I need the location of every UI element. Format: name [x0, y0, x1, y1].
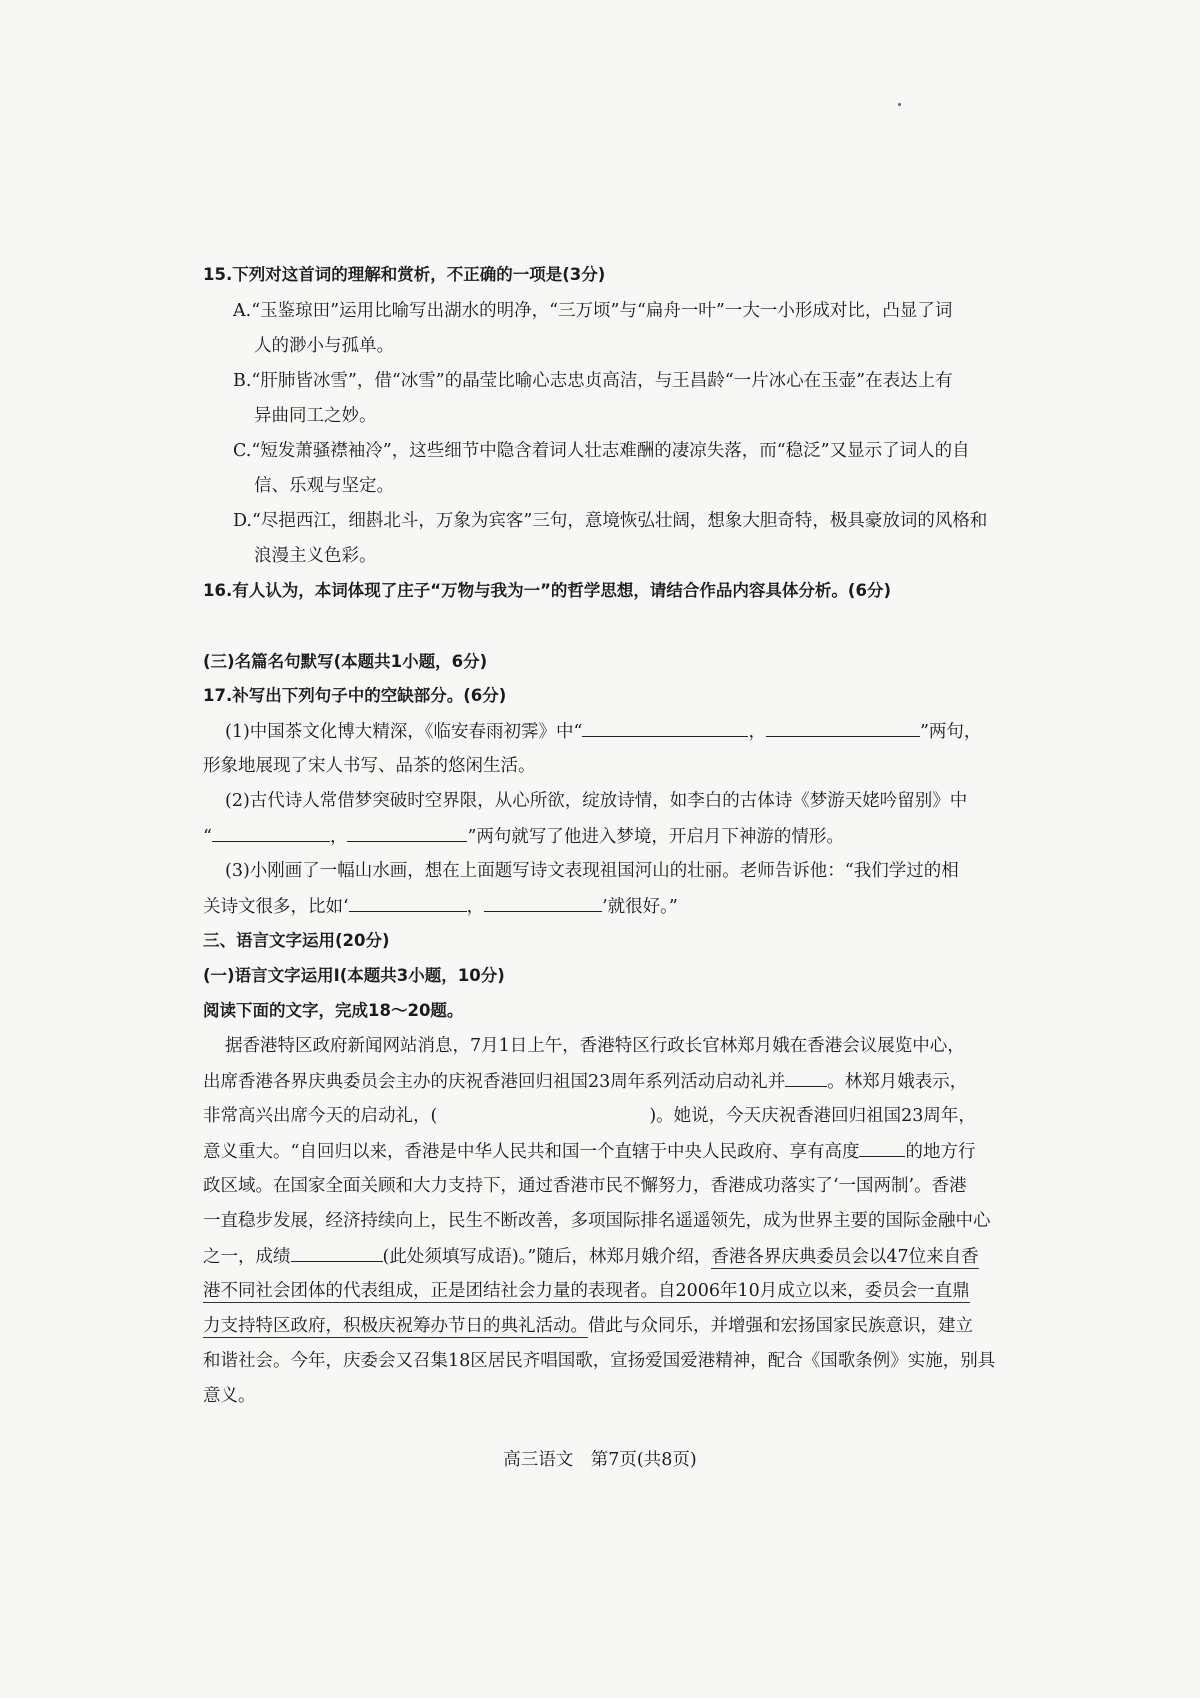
q17-blank-3b[interactable] [484, 894, 602, 912]
passage-line-9 [203, 1314, 973, 1338]
q17-part2-open-quote: “ [203, 827, 212, 847]
passage-line-2 [203, 1069, 967, 1094]
q17-part1-tail: ”两句， [919, 722, 982, 742]
passage-line-3 [203, 1104, 976, 1128]
passage-line-3-text: 非常高兴出席今天的启动礼，( [203, 1106, 438, 1126]
passage-line-11: 意义。 [203, 1386, 256, 1406]
q17-blank-1a[interactable] [582, 719, 748, 737]
passage-underlined-1: 香港各界庆典委员会以47位来自香 [711, 1247, 979, 1267]
scan-speck [898, 103, 901, 106]
q15-option-c-line2: 信、乐观与坚定。 [254, 476, 394, 496]
q17-part1-line1 [225, 719, 981, 744]
passage-line-7 [203, 1244, 979, 1269]
q15-stem: 15.下列对这首词的理解和赏析，不正确的一项是(3分) [203, 265, 606, 284]
q17-blank-2a[interactable] [212, 824, 330, 842]
q17-part1-comma: ， [748, 722, 766, 742]
q15-option-a-line2: 人的渺小与孤单。 [254, 336, 394, 356]
passage-blank-b[interactable] [859, 1139, 905, 1157]
passage-line-2-tail: 。林郑月娥表示， [827, 1072, 968, 1092]
q17-part2-line2 [203, 824, 844, 849]
q17-stem: 17.补写出下列句子中的空缺部分。(6分) [203, 686, 507, 705]
q17-part3-tail: ’就很好。” [602, 897, 678, 917]
q17-blank-2b[interactable] [347, 824, 467, 842]
q17-part2-tail: ”两句就写了他进入梦境，开启月下神游的情形。 [467, 827, 844, 847]
q15-option-d-line2: 浪漫主义色彩。 [254, 546, 377, 566]
q17-part3-line1: (3)小刚画了一幅山水画，想在上面题写诗文表现祖国河山的壮丽。老师告诉他：“我们学过的相 [225, 861, 959, 881]
passage-line-4 [203, 1139, 975, 1164]
q17-part2-line1: (2)古代诗人常借梦突破时空界限，从心所欲，绽放诗情，如李白的古体诗《梦游天姥吟留别》中 [225, 791, 968, 811]
q15-option-b-line1: B.“肝肺皆冰雪”，借“冰雪”的晶莹比喻心志忠贞高洁，与王昌龄“一片冰心在玉壶”在表达上有 [233, 371, 953, 391]
q17-part1-text: (1)中国茶文化博大精深，《临安春雨初霁》中“ [225, 722, 583, 742]
q15-option-d-line1: D.“尽挹西江，细斟北斗，万象为宾客”三句，意境恢弘壮阔，想象大胆奇特，极具豪放词的风格和 [233, 511, 988, 531]
passage-line-10: 和谐社会。今年，庆委会又召集18区居民齐唱国歌，宣扬爱国爱港精神，配合《国歌条例》实施，别具 [203, 1351, 996, 1371]
passage-line-7-mid: (此处须填写成语)。”随后，林郑月娥介绍， [382, 1247, 712, 1267]
q15-option-a-line1: A.“玉鉴琼田”运用比喻写出湖水的明净，“三万顷”与“扁舟一叶”一大一小形成对比，凸显了词 [233, 301, 953, 321]
passage-line-1: 据香港特区政府新闻网站消息，7月1日上午，香港特区行政长官林郑月娥在香港会议展览中心， [225, 1036, 965, 1056]
passage-line-2-text: 出席香港各界庆典委员会主办的庆祝香港回归祖国23周年系列活动启动礼并 [203, 1072, 786, 1092]
section-3-heading: (三)名篇名句默写(本题共1小题，6分) [203, 652, 488, 671]
q17-part3-text: 关诗文很多，比如‘ [203, 897, 349, 917]
reading-instruction: 阅读下面的文字，完成18～20题。 [203, 1001, 464, 1020]
q17-part3-line2 [203, 894, 678, 919]
passage-blank-a[interactable] [785, 1069, 827, 1087]
q15-option-c-line1: C.“短发萧骚襟袖冷”，这些细节中隐含着词人壮志难酬的凄凉失落，而“稳泛”又显示了词人的自 [233, 441, 970, 461]
part-3-heading: 三、语言文字运用(20分) [203, 931, 390, 950]
passage-line-7-text: 之一，成绩 [203, 1247, 291, 1267]
passage-line-9-tail: 借此与众同乐，并增强和宏扬国家民族意识，建立 [588, 1316, 973, 1336]
q17-part1-line2: 形象地展现了宋人书写、品茶的悠闲生活。 [203, 756, 536, 776]
q15-option-b-line2: 异曲同工之妙。 [254, 406, 377, 426]
passage-line-4-tail: 的地方行 [905, 1142, 976, 1162]
passage-line-6: 一直稳步发展，经济持续向上，民生不断改善，多项国际排名遥遥领先，成为世界主要的国际金融中心 [203, 1211, 991, 1231]
page-footer: 高三语文 第7页(共8页) [503, 1450, 697, 1470]
passage-line-5: 政区域。在国家全面关顾和大力支持下，通过香港市民不懈努力，香港成功落实了‘一国两制’。香港 [203, 1176, 967, 1196]
q17-blank-3a[interactable] [349, 894, 467, 912]
q17-part3-comma: ， [466, 897, 485, 917]
q17-blank-1b[interactable] [766, 719, 920, 737]
passage-underlined-2: 港不同社会团体的代表组成，正是团结社会力量的表现者。自2006年10月成立以来，委员会一直鼎 [203, 1281, 970, 1301]
passage-line-3-tail: )。她说，今天庆祝香港回归祖国23周年， [649, 1106, 976, 1126]
q17-part2-comma: ， [329, 827, 348, 847]
q16-stem: 16.有人认为，本词体现了庄子“万物与我为一”的哲学思想，请结合作品内容具体分析。(6分) [203, 581, 891, 600]
passage-line-4-text: 意义重大。“自回归以来，香港是中华人民共和国一个直辖于中央人民政府、享有高度 [203, 1142, 860, 1162]
passage-underlined-3: 力支持特区政府，积极庆祝筹办节日的典礼活动。 [203, 1316, 588, 1336]
passage-line-8 [203, 1279, 970, 1303]
passage-blank-idiom[interactable] [291, 1244, 383, 1262]
subsection-1-heading: (一)语言文字运用Ⅰ(本题共3小题，10分) [203, 966, 505, 985]
